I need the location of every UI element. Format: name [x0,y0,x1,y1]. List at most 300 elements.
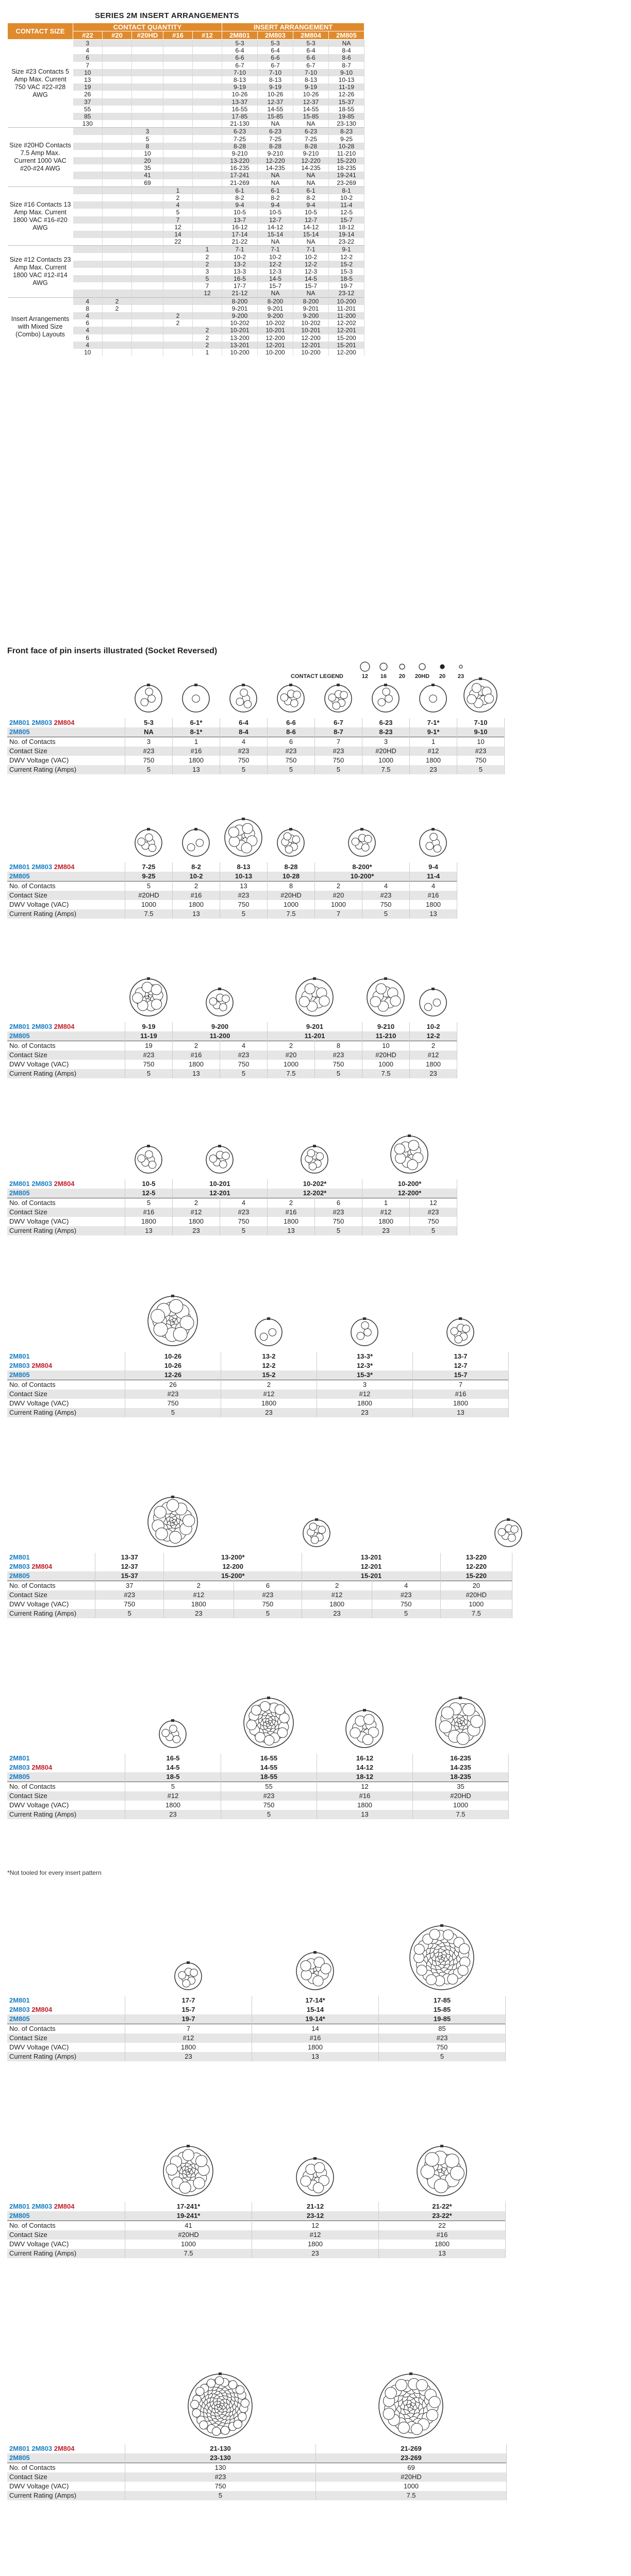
contact-circle-icon [437,662,448,672]
table-cell [103,106,132,113]
sub-header: #12 [193,31,222,40]
spec-cell: 750 [125,2482,316,2491]
section-title: Front face of pin inserts illustrated (Socket Reversed) [7,647,218,655]
group-label: Size #23 Contacts 5 Amp Max. Current 750 VAC #22-#28 AWG [8,40,73,128]
spec-cell: 85 [379,2024,506,2034]
table-cell [103,275,132,282]
arrangement-cell: 13-220 [440,1553,512,1562]
insert-face [267,1142,362,1177]
spec-cell: 5 [220,1069,268,1078]
series-label [7,872,125,882]
table-cell: 11-201 [329,305,364,312]
table-row [8,246,364,253]
insert-face-icon [416,985,451,1020]
table-cell: 10 [73,69,103,76]
arrangement-cell: 12-2 [221,1361,317,1370]
arrangement-cell: 21-130 [125,2444,316,2453]
table-cell: 17-241 [222,172,258,179]
spec-row [7,2043,506,2052]
table-cell: 37 [73,98,103,106]
arrangement-cell: 16-55 [221,1754,317,1763]
table-cell [163,349,193,356]
spec-cell: #23 [220,891,268,900]
table-cell [103,172,132,179]
insert-face [267,681,314,716]
spec-cell: 10 [457,737,505,747]
arrangement-cell: 23-22* [379,2211,506,2221]
insert-face-icon [443,1315,478,1350]
table-cell [103,194,132,201]
table-cell: 8-4 [329,47,364,54]
table-cell: 1 [163,187,193,194]
table-cell: 8-2 [293,194,329,201]
spec-cell: #23 [125,1050,173,1060]
table-cell [132,98,163,106]
table-cell: 14 [163,231,193,238]
table-cell: 13-37 [222,98,258,106]
spec-label: DWV Voltage (VAC) [7,1060,125,1069]
spec-cell: #23 [315,1050,362,1060]
spec-cell: 1 [173,737,220,747]
table-cell: 12-200 [329,349,364,356]
insert-face-icon [155,1717,190,1752]
table-cell [132,305,163,312]
table-cell [103,327,132,334]
spec-cell: 2 [221,1380,317,1390]
table-cell [103,261,132,268]
table-cell [163,76,193,83]
insert-art-row [7,675,512,716]
series-2m805: 2M805 [9,2015,30,2023]
arrangement-cell: 14-55 [221,1763,317,1772]
series-row [7,1772,509,1782]
spec-row [7,1600,512,1609]
table-cell: 21-130 [222,120,258,128]
spec-cell: 1000 [362,1060,410,1069]
insert-face [221,1315,317,1350]
insert-face [125,681,172,716]
insert-face-icon [375,2370,447,2442]
arrangement-cell: 11-4 [410,872,457,882]
spec-cell: 2 [173,882,220,891]
table-cell [163,47,193,54]
spec-cell: 1000 [125,900,173,909]
spec-cell: #20HD [362,747,410,756]
arrangement-cell: 21-22* [379,2202,506,2211]
table-cell [103,253,132,260]
spec-row [7,2491,507,2500]
spec-cell: #20HD [125,891,173,900]
contact-circle-icon [417,662,428,672]
spec-cell: 1800 [125,2043,252,2052]
table-cell [73,128,103,135]
insert-face [221,1694,317,1752]
table-cell: 12-201 [293,342,329,349]
table-cell: 10-202 [222,319,258,327]
table-cell [163,305,193,312]
table-cell: NA [258,290,293,297]
sub-header: #16 [163,31,193,40]
spec-cell: 7.5 [268,1069,315,1078]
table-cell: 2 [193,342,222,349]
table-cell: 23-12 [329,290,364,297]
table-cell [103,150,132,157]
series-label [7,2014,125,2024]
insert-art-row [7,2107,512,2200]
series-2m804: 2M804 [54,863,75,871]
sub-header: #20HD [132,31,163,40]
arrangement-cell: 12-3* [317,1361,413,1370]
insert-face-icon [126,975,171,1020]
spec-row [7,765,505,774]
table-cell [193,106,222,113]
table-cell: 2 [103,297,132,305]
table-cell: 8-2 [258,194,293,201]
table-cell [103,238,132,246]
table-cell: 69 [132,179,163,187]
table-cell [132,327,163,334]
arrangement-cell: 21-12 [252,2202,379,2211]
spec-label: Contact Size [7,2472,125,2482]
table-cell: 4 [73,312,103,319]
table-cell: 8-6 [329,54,364,61]
table-cell: 2 [193,261,222,268]
table-cell: 41 [132,172,163,179]
table-cell [163,297,193,305]
table-cell [163,179,193,187]
arrangement-cell: 10-201 [173,1179,268,1189]
table-cell [193,172,222,179]
spec-cell: #20 [268,1050,315,1060]
series-label [7,1772,125,1782]
spec-row [7,2463,507,2473]
spec-cell: #16 [173,891,220,900]
table-cell: 14-12 [258,224,293,231]
insert-face [409,985,457,1020]
arrangement-cell: NA [125,727,173,737]
spec-cell: 23 [164,1609,234,1618]
spec-label: Current Rating (Amps) [7,1609,95,1618]
spec-cell: 7 [413,1380,509,1390]
insert-face [314,825,409,860]
spec-cell: 5 [125,1408,221,1417]
table-cell [163,342,193,349]
arrangement-cell: 14-5 [125,1763,221,1772]
arrangement-cell: 13-37 [95,1553,164,1562]
arrangement-cell: 9-25 [125,872,173,882]
spec-table [7,718,505,774]
spec-cell: 13 [173,1069,220,1078]
table-cell [103,47,132,54]
table-cell [193,157,222,164]
spec-cell: #23 [379,2033,506,2043]
spec-label: Contact Size [7,1791,125,1801]
table-cell: NA [258,120,293,128]
table-cell: 8-200 [222,297,258,305]
insert-face-icon [299,1516,334,1551]
series-2m801: 2M801 [9,1996,30,2004]
spec-cell: 7.5 [362,1069,410,1078]
spec-cell: #23 [315,1208,362,1217]
table-cell [132,69,163,76]
table-cell [73,194,103,201]
spec-label: No. of Contacts [7,1198,125,1208]
table-cell: 12-2 [329,253,364,260]
table-cell: 9-4 [258,201,293,209]
spec-label: No. of Contacts [7,1041,125,1051]
table-cell [132,106,163,113]
series-2m801: 2M801 [9,1180,30,1188]
table-cell [103,98,132,106]
group-label: Size #16 Contacts 13 Amp Max. Current 1800 VAC #16-#20 AWG [8,187,73,246]
table-cell [103,349,132,356]
sub-header: 2M803 [258,31,293,40]
spec-cell: 1000 [125,2240,252,2249]
spec-cell: 1000 [268,900,315,909]
table-cell: NA [293,172,329,179]
spec-cell: 3 [362,737,410,747]
table-cell: 13-200 [222,334,258,342]
spec-row [7,1226,457,1235]
spec-cell: 2 [315,882,362,891]
arrangement-cell: 15-2 [221,1370,317,1380]
spec-row [7,1609,512,1618]
series-label [7,1370,125,1380]
spec-cell: #23 [410,1208,457,1217]
spec-cell: 2 [173,1198,220,1208]
series-label [7,1553,95,1562]
arrangement-cell: 10-200* [315,872,410,882]
arrangement-cell: 19-7 [125,2014,252,2024]
series-2m803: 2M803 [31,719,53,726]
table-cell: 15-37 [329,98,364,106]
table-cell [132,40,163,47]
spec-cell: #23 [457,747,505,756]
table-cell: 9-210 [258,150,293,157]
spec-cell: 750 [220,900,268,909]
spec-cell: 5 [315,765,362,774]
table-cell [163,268,193,275]
table-cell: 5 [163,209,193,216]
table-cell: 12-26 [329,91,364,98]
spec-cell: 23 [125,2052,252,2061]
spec-table [7,1352,509,1417]
table-cell: 9-1 [329,246,364,253]
series-row [7,1996,506,2005]
table-cell: 16-5 [222,275,258,282]
series-2m804: 2M804 [54,2202,75,2210]
table-cell: 7-1 [258,246,293,253]
table-cell: 9-201 [293,305,329,312]
table-cell: 12-5 [329,209,364,216]
insert-face-icon [321,681,356,716]
arrangement-cell: 9-200 [173,1022,268,1031]
table-cell [103,282,132,290]
table-cell [132,238,163,246]
spec-cell: 3 [317,1380,413,1390]
insert-face [172,1142,267,1177]
table-cell [132,120,163,128]
table-cell [103,231,132,238]
spec-cell: #12 [302,1590,372,1600]
spec-label: Contact Size [7,747,125,756]
table-cell [73,238,103,246]
table-cell: 6-7 [293,62,329,69]
insert-art-row [7,1906,512,1994]
table-cell: 8-200 [258,297,293,305]
table-cell: 3 [193,268,222,275]
spec-cell: 23 [221,1408,317,1417]
table-cell [163,40,193,47]
table-cell: 10-5 [222,209,258,216]
table-cell: 19-241 [329,172,364,179]
table-cell [73,282,103,290]
table-cell: 10-201 [222,327,258,334]
series-2m801: 2M801 [9,2202,30,2210]
spec-row [7,747,505,756]
table-cell: 6-6 [222,54,258,61]
table-cell [163,143,193,150]
insert-face-icon [292,975,337,1020]
spec-row [7,2230,506,2240]
table-cell [103,312,132,319]
spec-row [7,1408,509,1417]
spec-cell: 5 [315,1069,362,1078]
spec-cell: 750 [220,1217,268,1226]
insert-face-icon [491,1516,526,1551]
table-cell [73,224,103,231]
table-cell [73,290,103,297]
insert-art-row [7,2308,512,2442]
spec-table [7,1996,506,2061]
arrangement-cell: 18-5 [125,1772,221,1782]
insert-face-icon [240,1694,297,1752]
table-cell [193,216,222,224]
table-cell: 9-201 [258,305,293,312]
series-row [7,727,505,737]
spec-cell: 1800 [173,756,220,765]
arrangement-cell: 17-85 [379,1996,506,2005]
spec-label: No. of Contacts [7,1782,125,1792]
arrangement-cell: 19-241* [125,2211,252,2221]
table-cell: 16-235 [222,164,258,172]
table-cell [103,113,132,120]
table-cell [163,98,193,106]
spec-cell: #23 [125,2472,316,2482]
insert-face [362,975,409,1020]
table-cell [103,135,132,142]
spec-cell: 750 [372,1600,440,1609]
table-cell: 6 [73,319,103,327]
spec-row [7,2024,506,2034]
spec-label: No. of Contacts [7,1581,95,1591]
table-cell: 3 [73,40,103,47]
table-cell: 85 [73,113,103,120]
table-cell [132,246,163,253]
series-2m805: 2M805 [9,1032,30,1040]
spec-table [7,862,457,919]
spec-cell: 12 [317,1782,413,1792]
insert-face [412,1516,604,1551]
spec-row [7,1041,457,1051]
spec-cell: #12 [173,1208,220,1217]
table-cell: 12-7 [258,216,293,224]
insert-face-icon [460,675,501,716]
spec-cell: 2 [268,1041,315,1051]
spec-cell: 23 [125,1810,221,1819]
contact-circle-icon [396,662,408,672]
table-cell: 7-10 [258,69,293,76]
spec-cell: 750 [220,756,268,765]
insert-art-row [7,1669,512,1752]
spec-label: Contact Size [7,1208,125,1217]
spec-label: DWV Voltage (VAC) [7,1217,125,1226]
insert-face [317,1706,412,1752]
spec-cell: #16 [379,2230,506,2240]
spec-cell: 69 [316,2463,507,2473]
table-row [8,40,364,47]
spec-cell: 8 [268,882,315,891]
spec-label: DWV Voltage (VAC) [7,2240,125,2249]
insert-face-icon [131,825,166,860]
arrangement-cell: 23-269 [316,2453,507,2463]
contact-circle-icon [455,662,467,672]
spec-row [7,2482,507,2491]
table-cell: 15-85 [293,113,329,120]
table-cell: NA [293,290,329,297]
spec-cell: #12 [221,1389,317,1399]
table-cell: 7-25 [258,135,293,142]
table-cell: 9-19 [293,83,329,91]
table-cell: 7-10 [222,69,258,76]
spec-cell: 13 [173,765,220,774]
legend-item-label: 20 [398,673,406,680]
table-cell: 15-7 [329,216,364,224]
arrangement-cell: 12-5 [125,1189,173,1198]
table-cell: 12-201 [258,342,293,349]
table-cell [163,253,193,260]
spec-label: Contact Size [7,2033,125,2043]
table-cell [163,334,193,342]
spec-cell: 1800 [317,1801,413,1810]
table-cell: 16-55 [222,106,258,113]
spec-cell: 8 [315,1041,362,1051]
spec-cell: 1800 [164,1600,234,1609]
spec-row [7,1208,457,1217]
arrangement-cell: 15-201 [302,1571,440,1581]
table-cell [193,40,222,47]
spec-cell: 4 [220,737,268,747]
group-label: Size #20HD Contacts 7.5 Amp Max. Current 1000 VAC #20-#24 AWG [8,128,73,187]
legend-item-label: 12 [361,673,369,680]
legend-item-label: 16 [380,673,387,680]
table-cell: 7 [193,282,222,290]
table-cell: 10-200 [258,349,293,356]
spec-row [7,2052,506,2061]
spec-row [7,1198,457,1208]
table-cell [73,179,103,187]
insert-face [604,1505,631,1551]
series-label [7,2005,125,2014]
series-row [7,872,457,882]
spec-cell: 1800 [173,900,220,909]
spec-cell: 5 [221,1810,317,1819]
table-cell: 22 [163,238,193,246]
series-label [7,1189,125,1198]
arrangement-cell: 18-12 [317,1772,413,1782]
table-cell: 2 [193,334,222,342]
spec-cell: 6 [234,1581,302,1591]
